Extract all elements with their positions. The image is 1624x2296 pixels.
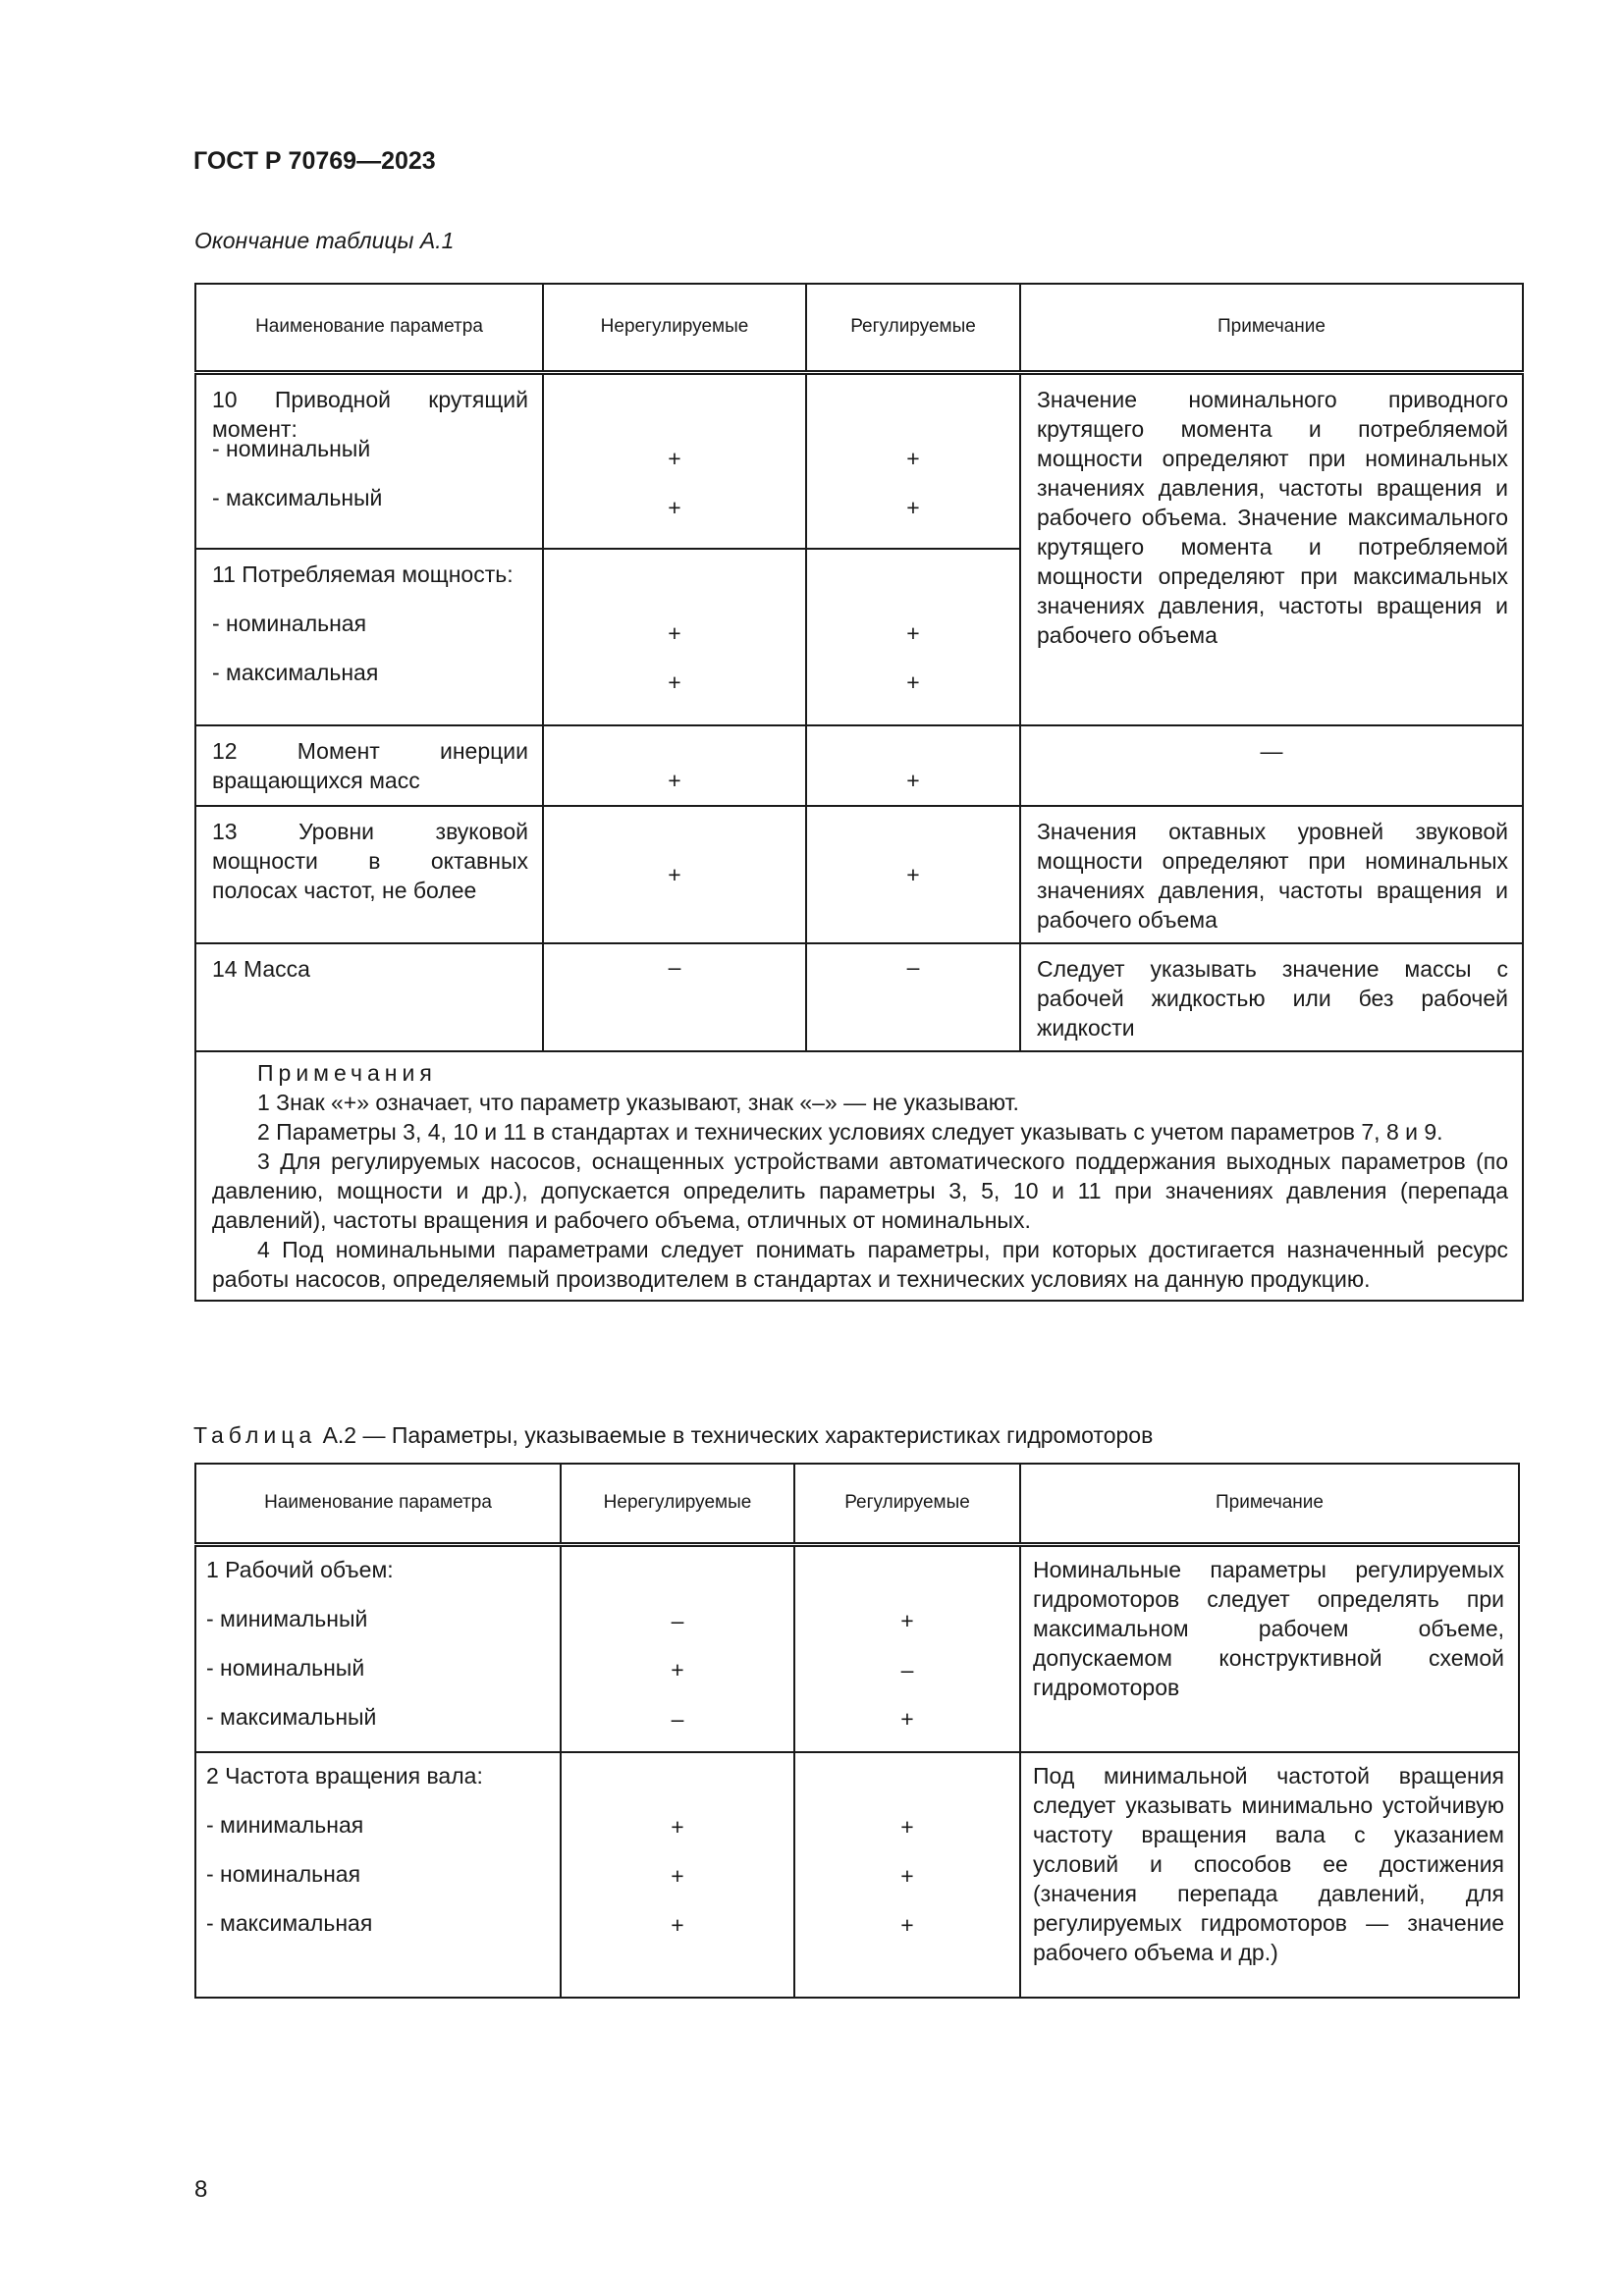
regulated-cell xyxy=(794,1544,1020,1752)
table-row xyxy=(195,1544,1519,1752)
mark: – xyxy=(671,1705,684,1732)
column-header-regulated: Регулируемые xyxy=(806,284,1020,372)
note-item: 3 Для регулируемых насосов, оснащенных устройствами автоматического поддержания выходных параметров (по давлению, мощности и др.), допускается определить параметры 3, 5, 10 и 11 при значениях давления (перепада давлений), частоты вращения и рабочего объема, отличных от номинальных. xyxy=(212,1148,1508,1233)
note-text: Под минимальной частотой вращения следует указывать минимально устойчивую частоту вращения вала с указанием условий и способов ее достижения (значения перепада давлений, для регулируемых гидромоторов — значение рабочего объема и др.) xyxy=(1033,1762,1504,1965)
mark: + xyxy=(668,494,681,520)
note-text: Значения октавных уровней звуковой мощности определяют при номинальных значениях давления, частоты вращения и рабочего объема xyxy=(1037,819,1508,933)
note-item: 2 Параметры 3, 4, 10 и 11 в стандартах и технических условиях следует указывать с учетом параметров 7, 8 и 9. xyxy=(257,1119,1443,1145)
regulated-cell xyxy=(794,1752,1020,1998)
param-cell xyxy=(195,1752,561,1998)
column-header-note: Примечание xyxy=(1020,1464,1519,1544)
note-text: Значение номинального приводного крутящего момента и потребляемой мощности определяют при номинальных значениях давления, частоты вращения и рабочего объема. Значение максимального крутящего момента и потребляемой мощности определяют при максимальных значениях давления, частоты вращения и рабочего объема xyxy=(1037,386,1508,648)
param-cell xyxy=(195,1544,561,1752)
mark: + xyxy=(668,768,681,793)
note-item: 1 Знак «+» означает, что параметр указывают, знак «–» — не указывают. xyxy=(257,1090,1019,1115)
mark: + xyxy=(906,620,920,646)
table-header-row xyxy=(195,1464,1519,1544)
mark: + xyxy=(671,1862,684,1889)
note-text: Номинальные параметры регулируемых гидромоторов следует определять при максимальном рабочем объеме, допускаемом конструктивной схемой гидромоторов xyxy=(1033,1556,1504,1700)
mark: + xyxy=(906,669,920,695)
param-sub-label: - максимальный xyxy=(206,1703,377,1730)
param-title: 2 Частота вращения вала: xyxy=(206,1762,483,1789)
mark: – xyxy=(906,954,920,980)
param-title: 1 Рабочий объем: xyxy=(206,1556,394,1582)
table-row xyxy=(195,943,1523,1051)
param-cell xyxy=(195,549,543,725)
table-row xyxy=(195,1752,1519,1998)
mark: – xyxy=(668,954,681,980)
mark: + xyxy=(671,1656,684,1682)
mark: + xyxy=(906,445,920,471)
unregulated-cell xyxy=(543,943,806,1051)
param-sub-label: - максимальная xyxy=(206,1909,373,1936)
standard-designation: ГОСТ Р 70769—2023 xyxy=(193,147,436,175)
param-sub-label: - номинальная xyxy=(212,611,367,636)
note-cell xyxy=(1020,1752,1519,1998)
mark: + xyxy=(906,494,920,520)
unregulated-cell xyxy=(561,1752,794,1998)
column-header-unregulated: Нерегулируемые xyxy=(543,284,806,372)
param-title: 11 Потребляемая мощность: xyxy=(212,561,514,587)
mark: + xyxy=(900,1705,914,1732)
mark: + xyxy=(668,445,681,471)
mark: + xyxy=(671,1911,684,1938)
table-caption-prefix: Таблица xyxy=(193,1422,317,1448)
note-text: Следует указывать значение массы с рабочей жидкостью или без рабочей жидкости xyxy=(1037,956,1508,1041)
column-header-note: Примечание xyxy=(1020,284,1523,372)
mark: + xyxy=(900,1911,914,1938)
note-item: 4 Под номинальными параметрами следует понимать параметры, при которых достигается назначенный ресурс работы насосов, определяемый производителем в стандартах и технических условиях на данную продукцию. xyxy=(212,1237,1508,1292)
param-cell xyxy=(195,725,543,806)
regulated-cell xyxy=(806,372,1020,549)
table-a2-caption xyxy=(193,1422,1153,1449)
note-cell xyxy=(1020,372,1523,725)
param-sub-label: - минимальная xyxy=(206,1811,364,1838)
param-title: 14 Масса xyxy=(212,956,310,982)
param-title: 12 Момент инерции вращающихся масс xyxy=(212,738,528,793)
mark: + xyxy=(900,1813,914,1840)
table-header-row xyxy=(195,284,1523,372)
mark: + xyxy=(668,669,681,695)
note-cell xyxy=(1020,725,1523,806)
param-cell xyxy=(195,806,543,943)
regulated-cell xyxy=(806,725,1020,806)
notes-row xyxy=(195,1051,1523,1301)
page-number: 8 xyxy=(194,2176,208,2203)
note-dash: — xyxy=(1260,738,1283,764)
unregulated-cell xyxy=(561,1544,794,1752)
mark: + xyxy=(671,1813,684,1840)
column-header-unregulated: Нерегулируемые xyxy=(561,1464,794,1544)
notes-heading: Примечания xyxy=(257,1060,437,1086)
param-sub-label: - номинальный xyxy=(206,1654,365,1681)
note-cell xyxy=(1020,943,1523,1051)
regulated-cell xyxy=(806,943,1020,1051)
note-cell xyxy=(1020,1544,1519,1752)
param-title: 10 Приводной крутящий момент: xyxy=(212,386,528,442)
table-row xyxy=(195,806,1523,943)
param-sub-label: - номинальный xyxy=(212,435,371,461)
mark: – xyxy=(900,1656,914,1682)
mark: + xyxy=(906,768,920,793)
column-header-parameter: Наименование параметра xyxy=(195,284,543,372)
param-cell xyxy=(195,372,543,549)
regulated-cell: + xyxy=(806,806,1020,943)
unregulated-cell xyxy=(543,549,806,725)
column-header-regulated: Регулируемые xyxy=(794,1464,1020,1544)
table-row xyxy=(195,725,1523,806)
param-sub-label: - минимальный xyxy=(206,1605,368,1631)
unregulated-cell: + xyxy=(543,806,806,943)
param-sub-label: - максимальный xyxy=(212,484,383,510)
table-a1 xyxy=(194,283,1524,1302)
param-sub-label: - максимальная xyxy=(212,660,379,685)
mark: + xyxy=(668,620,681,646)
unregulated-cell xyxy=(543,725,806,806)
column-header-parameter: Наименование параметра xyxy=(195,1464,561,1544)
mark: – xyxy=(671,1607,684,1633)
unregulated-cell xyxy=(543,372,806,549)
param-cell xyxy=(195,943,543,1051)
mark: + xyxy=(900,1607,914,1633)
table-a2 xyxy=(194,1463,1520,1999)
table-continuation-caption: Окончание таблицы А.1 xyxy=(194,228,455,253)
note-cell xyxy=(1020,806,1523,943)
table-caption-text: А.2 — Параметры, указываемые в технических характеристиках гидромоторов xyxy=(322,1422,1154,1448)
param-title: 13 Уровни звуковой мощности в октавных полосах частот, не более xyxy=(212,819,528,903)
param-sub-label: - номинальная xyxy=(206,1860,361,1887)
regulated-cell xyxy=(806,549,1020,725)
mark: + xyxy=(900,1862,914,1889)
table-row xyxy=(195,372,1523,549)
notes-cell xyxy=(195,1051,1523,1301)
